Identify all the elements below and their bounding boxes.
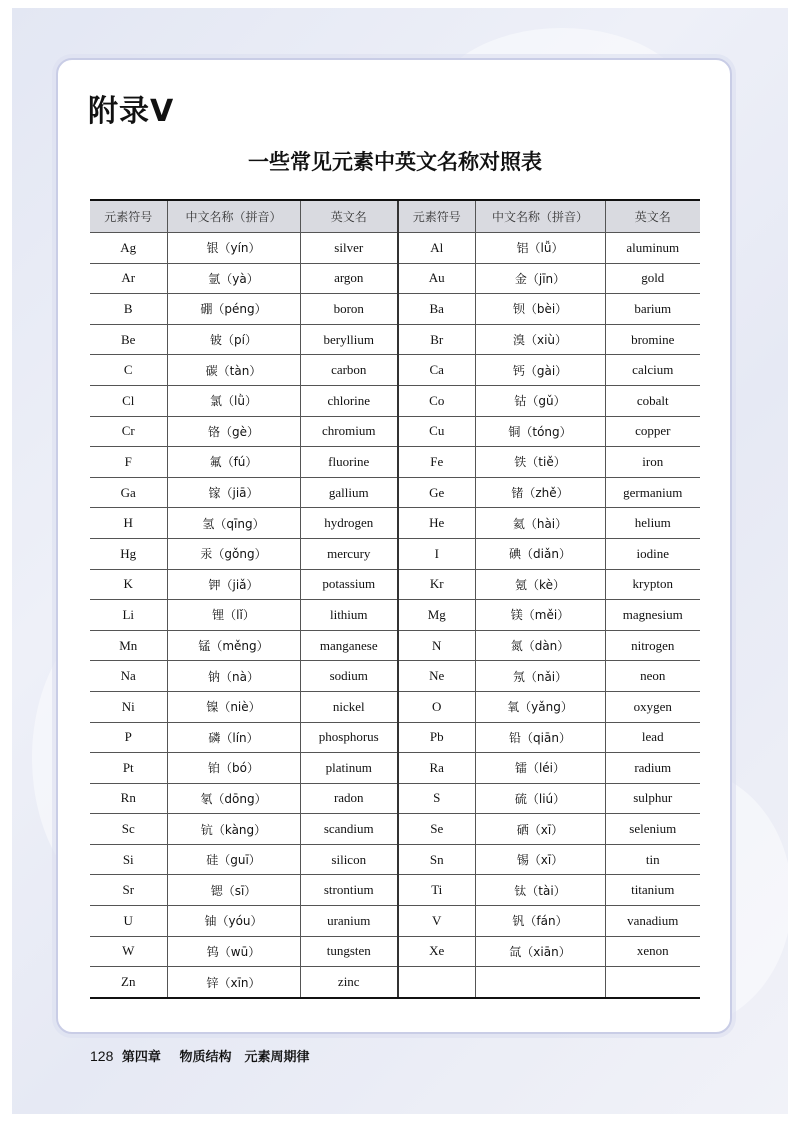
page-number: 128 <box>90 1048 114 1064</box>
header-chinese-name: 中文名称（拼音） <box>167 200 300 233</box>
english-name-cell: strontium <box>300 875 398 906</box>
english-name-cell: calcium <box>605 355 700 386</box>
table-header-row <box>90 200 700 233</box>
symbol-cell: Zn <box>90 967 167 998</box>
table-row <box>90 324 700 355</box>
symbol-cell: C <box>90 355 167 386</box>
symbol-cell: Ge <box>398 477 475 508</box>
symbol-cell: Li <box>90 600 167 631</box>
english-name-cell: beryllium <box>300 324 398 355</box>
symbol-cell: I <box>398 538 475 569</box>
english-name-cell: phosphorus <box>300 722 398 753</box>
symbol-cell: Hg <box>90 538 167 569</box>
chinese-name-cell: 锌（xīn） <box>167 967 300 998</box>
table-row <box>90 630 700 661</box>
symbol-cell: N <box>398 630 475 661</box>
symbol-cell: Co <box>398 385 475 416</box>
english-name-cell: cobalt <box>605 385 700 416</box>
symbol-cell: Xe <box>398 936 475 967</box>
header-english-name: 英文名 <box>605 200 700 233</box>
english-name-cell: chlorine <box>300 385 398 416</box>
symbol-cell: Rn <box>90 783 167 814</box>
chinese-name-cell: 磷（lín） <box>167 722 300 753</box>
chinese-name-cell: 镁（měi） <box>475 600 605 631</box>
symbol-cell: Sn <box>398 844 475 875</box>
header-symbol: 元素符号 <box>398 200 475 233</box>
english-name-cell: radon <box>300 783 398 814</box>
chinese-name-cell: 汞（gǒng） <box>167 538 300 569</box>
symbol-cell <box>398 967 475 998</box>
english-name-cell: selenium <box>605 814 700 845</box>
chinese-name-cell: 钠（nà） <box>167 661 300 692</box>
symbol-cell: Ga <box>90 477 167 508</box>
chinese-name-cell: 溴（xiù） <box>475 324 605 355</box>
table-row <box>90 691 700 722</box>
element-names-table <box>90 199 700 999</box>
chinese-name-cell: 硼（péng） <box>167 294 300 325</box>
table-row <box>90 600 700 631</box>
symbol-cell: Ar <box>90 263 167 294</box>
chapter-label: 第四章 <box>121 1050 161 1065</box>
english-name-cell: titanium <box>605 875 700 906</box>
table-row <box>90 355 700 386</box>
symbol-cell: Sr <box>90 875 167 906</box>
chinese-name-cell: 银（yín） <box>167 233 300 264</box>
chinese-name-cell: 镭（léi） <box>475 753 605 784</box>
table-row <box>90 263 700 294</box>
symbol-cell: H <box>90 508 167 539</box>
table-row <box>90 294 700 325</box>
chinese-name-cell: 铀（yóu） <box>167 906 300 937</box>
chinese-name-cell: 氯（lǜ） <box>167 385 300 416</box>
chinese-name-cell: 硒（xī） <box>475 814 605 845</box>
english-name-cell: aluminum <box>605 233 700 264</box>
symbol-cell: Mg <box>398 600 475 631</box>
symbol-cell: He <box>398 508 475 539</box>
english-name-cell: carbon <box>300 355 398 386</box>
english-name-cell: radium <box>605 753 700 784</box>
english-name-cell: uranium <box>300 906 398 937</box>
symbol-cell: S <box>398 783 475 814</box>
section-label: 物质结构 元素周期律 <box>179 1050 310 1065</box>
symbol-cell: Fe <box>398 447 475 478</box>
chinese-name-cell: 铬（gè） <box>167 416 300 447</box>
table-row <box>90 661 700 692</box>
english-name-cell: krypton <box>605 569 700 600</box>
chinese-name-cell: 铂（bó） <box>167 753 300 784</box>
chinese-name-cell: 钴（gǔ） <box>475 385 605 416</box>
symbol-cell: Ti <box>398 875 475 906</box>
english-name-cell: scandium <box>300 814 398 845</box>
chinese-name-cell: 碳（tàn） <box>167 355 300 386</box>
symbol-cell: Au <box>398 263 475 294</box>
table-row <box>90 416 700 447</box>
symbol-cell: Ra <box>398 753 475 784</box>
english-name-cell: helium <box>605 508 700 539</box>
page-footer <box>90 1046 309 1065</box>
chinese-name-cell: 镍（niè） <box>167 691 300 722</box>
symbol-cell: Cl <box>90 385 167 416</box>
chinese-name-cell: 锗（zhě） <box>475 477 605 508</box>
english-name-cell: gallium <box>300 477 398 508</box>
symbol-cell: Ag <box>90 233 167 264</box>
chinese-name-cell: 金（jīn） <box>475 263 605 294</box>
english-name-cell: gold <box>605 263 700 294</box>
chinese-name-cell: 氙（xiān） <box>475 936 605 967</box>
chinese-name-cell: 钒（fán） <box>475 906 605 937</box>
symbol-cell: V <box>398 906 475 937</box>
symbol-cell: F <box>90 447 167 478</box>
symbol-cell: Cu <box>398 416 475 447</box>
table-row <box>90 783 700 814</box>
english-name-cell: nickel <box>300 691 398 722</box>
symbol-cell: Br <box>398 324 475 355</box>
symbol-cell: Ba <box>398 294 475 325</box>
chinese-name-cell: 铅（qiān） <box>475 722 605 753</box>
table-row <box>90 538 700 569</box>
table-row <box>90 814 700 845</box>
english-name-cell: vanadium <box>605 906 700 937</box>
english-name-cell: tin <box>605 844 700 875</box>
chinese-name-cell: 锡（xī） <box>475 844 605 875</box>
english-name-cell: chromium <box>300 416 398 447</box>
symbol-cell: Al <box>398 233 475 264</box>
header-symbol: 元素符号 <box>90 200 167 233</box>
symbol-cell: Kr <box>398 569 475 600</box>
table-title: 一些常见元素中英文名称对照表 <box>248 150 542 174</box>
chinese-name-cell: 氟（fú） <box>167 447 300 478</box>
chinese-name-cell: 铁（tiě） <box>475 447 605 478</box>
chinese-name-cell: 钪（kàng） <box>167 814 300 845</box>
table-row <box>90 753 700 784</box>
english-name-cell: nitrogen <box>605 630 700 661</box>
chinese-name-cell <box>475 967 605 998</box>
table-row <box>90 722 700 753</box>
english-name-cell: tungsten <box>300 936 398 967</box>
symbol-cell: U <box>90 906 167 937</box>
chinese-name-cell: 钡（bèi） <box>475 294 605 325</box>
english-name-cell: oxygen <box>605 691 700 722</box>
english-name-cell: mercury <box>300 538 398 569</box>
english-name-cell: iron <box>605 447 700 478</box>
english-name-cell: magnesium <box>605 600 700 631</box>
appendix-title: 附录Ⅴ <box>88 94 175 129</box>
english-name-cell: silver <box>300 233 398 264</box>
table-row <box>90 385 700 416</box>
english-name-cell: hydrogen <box>300 508 398 539</box>
english-name-cell <box>605 967 700 998</box>
chinese-name-cell: 氢（qīng） <box>167 508 300 539</box>
english-name-cell: germanium <box>605 477 700 508</box>
chinese-name-cell: 氧（yǎng） <box>475 691 605 722</box>
chinese-name-cell: 硫（liú） <box>475 783 605 814</box>
symbol-cell: Ni <box>90 691 167 722</box>
chinese-name-cell: 钨（wū） <box>167 936 300 967</box>
table-row <box>90 508 700 539</box>
chinese-name-cell: 锰（měng） <box>167 630 300 661</box>
symbol-cell: Se <box>398 814 475 845</box>
chinese-name-cell: 铝（lǚ） <box>475 233 605 264</box>
english-name-cell: lithium <box>300 600 398 631</box>
table-row <box>90 233 700 264</box>
symbol-cell: K <box>90 569 167 600</box>
table-row <box>90 936 700 967</box>
symbol-cell: Ne <box>398 661 475 692</box>
english-name-cell: manganese <box>300 630 398 661</box>
chinese-name-cell: 氡（dōng） <box>167 783 300 814</box>
chinese-name-cell: 碘（diǎn） <box>475 538 605 569</box>
english-name-cell: barium <box>605 294 700 325</box>
symbol-cell: O <box>398 691 475 722</box>
chinese-name-cell: 锶（sī） <box>167 875 300 906</box>
symbol-cell: Ca <box>398 355 475 386</box>
chinese-name-cell: 氪（kè） <box>475 569 605 600</box>
english-name-cell: silicon <box>300 844 398 875</box>
symbol-cell: P <box>90 722 167 753</box>
english-name-cell: xenon <box>605 936 700 967</box>
symbol-cell: Pb <box>398 722 475 753</box>
symbol-cell: Sc <box>90 814 167 845</box>
symbol-cell: Be <box>90 324 167 355</box>
chinese-name-cell: 铜（tóng） <box>475 416 605 447</box>
symbol-cell: W <box>90 936 167 967</box>
english-name-cell: fluorine <box>300 447 398 478</box>
english-name-cell: lead <box>605 722 700 753</box>
table-row <box>90 569 700 600</box>
english-name-cell: platinum <box>300 753 398 784</box>
english-name-cell: sulphur <box>605 783 700 814</box>
table-row <box>90 875 700 906</box>
chinese-name-cell: 氮（dàn） <box>475 630 605 661</box>
symbol-cell: Cr <box>90 416 167 447</box>
chinese-name-cell: 铍（pí） <box>167 324 300 355</box>
english-name-cell: boron <box>300 294 398 325</box>
table-row <box>90 477 700 508</box>
symbol-cell: Mn <box>90 630 167 661</box>
symbol-cell: Pt <box>90 753 167 784</box>
symbol-cell: Na <box>90 661 167 692</box>
english-name-cell: copper <box>605 416 700 447</box>
chinese-name-cell: 氦（hài） <box>475 508 605 539</box>
symbol-cell: B <box>90 294 167 325</box>
header-chinese-name: 中文名称（拼音） <box>475 200 605 233</box>
chinese-name-cell: 氖（nǎi） <box>475 661 605 692</box>
chinese-name-cell: 镓（jiā） <box>167 477 300 508</box>
english-name-cell: argon <box>300 263 398 294</box>
table-row <box>90 447 700 478</box>
symbol-cell: Si <box>90 844 167 875</box>
english-name-cell: zinc <box>300 967 398 998</box>
chinese-name-cell: 钾（jiǎ） <box>167 569 300 600</box>
chinese-name-cell: 硅（guī） <box>167 844 300 875</box>
chinese-name-cell: 钛（tài） <box>475 875 605 906</box>
table-row <box>90 967 700 998</box>
chinese-name-cell: 锂（lǐ） <box>167 600 300 631</box>
english-name-cell: neon <box>605 661 700 692</box>
english-name-cell: bromine <box>605 324 700 355</box>
chinese-name-cell: 氩（yà） <box>167 263 300 294</box>
english-name-cell: iodine <box>605 538 700 569</box>
table-row <box>90 844 700 875</box>
english-name-cell: sodium <box>300 661 398 692</box>
header-english-name: 英文名 <box>300 200 398 233</box>
table-body <box>90 233 700 998</box>
english-name-cell: potassium <box>300 569 398 600</box>
table-row <box>90 906 700 937</box>
chinese-name-cell: 钙（gài） <box>475 355 605 386</box>
